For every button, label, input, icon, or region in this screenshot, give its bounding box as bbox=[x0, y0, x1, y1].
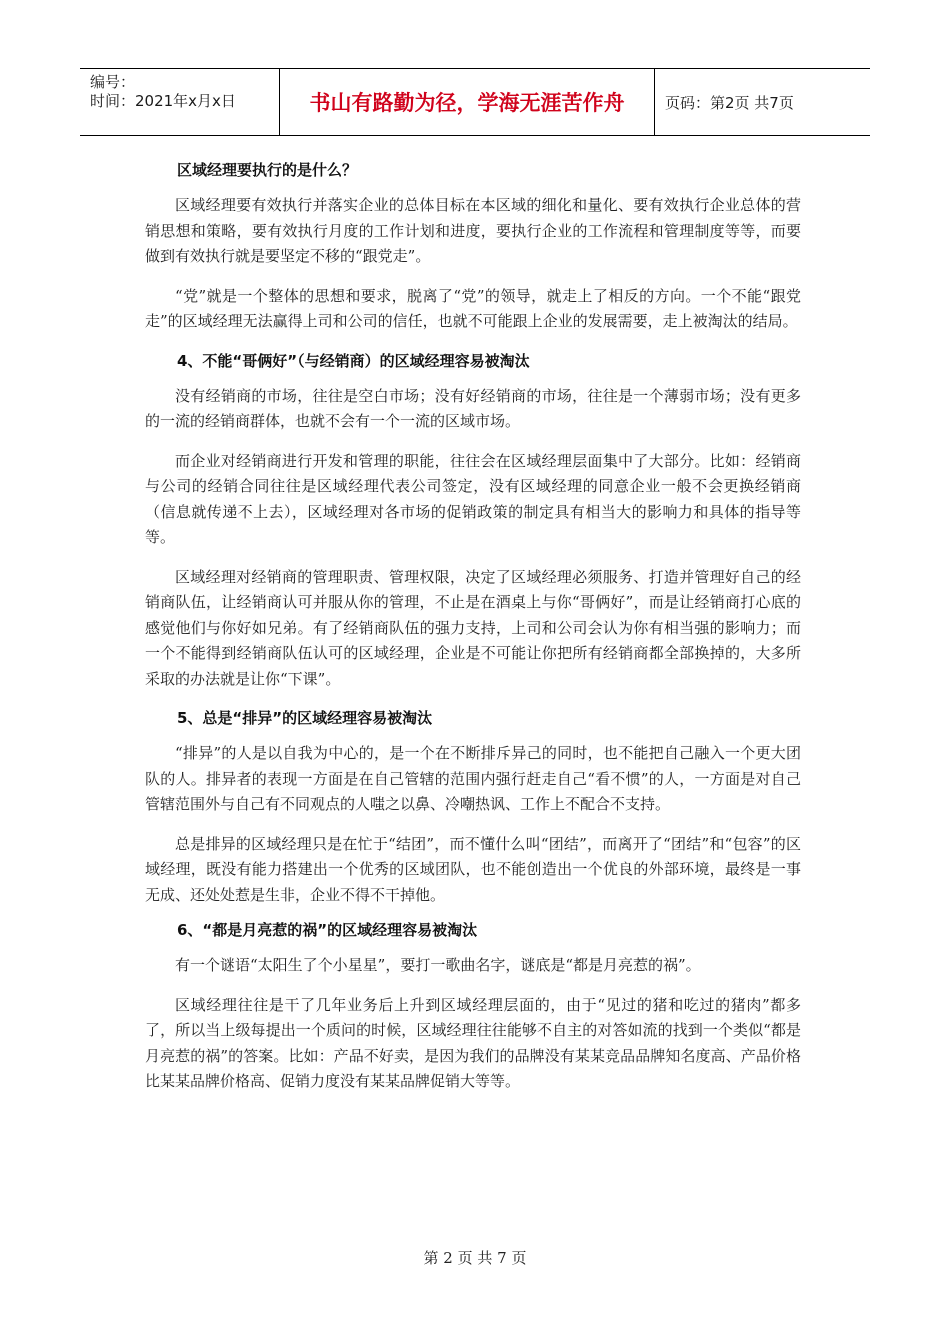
header-motto: 书山有路勤为径，学海无涯苦作舟 bbox=[280, 69, 655, 135]
page-header bbox=[80, 68, 870, 136]
paragraph: “党”就是一个整体的思想和要求，脱离了“党”的领导，就走上了相反的方向。一个不能“跟党走”的区域经理无法赢得上司和公司的信任，也就不可能跟上企业的发展需要，走上被淘汰的结局。 bbox=[145, 286, 801, 330]
header-meta bbox=[80, 69, 280, 135]
paragraph: 有一个谜语“太阳生了个小星星”，要打一歌曲名字，谜底是“都是月亮惹的祸”。 bbox=[175, 956, 701, 974]
document-date: 时间：2021年x月x日 bbox=[90, 92, 236, 110]
header-page-info: 页码：第2页 共7页 bbox=[665, 93, 794, 112]
paragraph: 没有经销商的市场，往往是空白市场；没有好经销商的市场，往往是一个薄弱市场；没有更多的一流的经销商群体，也就不会有一个一流的区域市场。 bbox=[145, 386, 801, 430]
paragraph: 区域经理往往是干了几年业务后上升到区域经理层面的，由于“见过的猪和吃过的猪肉”都多了，所以当上级每提出一个质问的时候，区域经理往往能够不自主的对答如流的找到一个类似“都是月亮惹的祸”的答案。比如：产品不好卖，是因为我们的品牌没有某某竞品品牌知名度高、产品价格比某某品牌价格高、促销力度没有某某品牌促销大等等。 bbox=[145, 995, 801, 1090]
paragraph: 而企业对经销商进行开发和管理的职能，往往会在区域经理层面集中了大部分。比如：经销商与公司的经销合同往往是区域经理代表公司签定，没有区域经理的同意企业一般不会更换经销商（信息就传递不上去），区域经理对各市场的促销政策的制定具有相当大的影响力和具体的指导等等。 bbox=[145, 451, 801, 546]
document-number: 编号： bbox=[90, 73, 136, 91]
section-question-heading: 区域经理要执行的是什么？ bbox=[177, 161, 358, 179]
paragraph: 总是排异的区域经理只是在忙于“结团”，而不懂什么叫“团结”，而离开了“团结”和“包容”的区域经理，既没有能力搭建出一个优秀的区域团队，也不能创造出一个优良的外部环境，最终是一事无成、还处处惹是生非，企业不得不干掉他。 bbox=[145, 834, 801, 904]
document-body bbox=[145, 158, 801, 1095]
section-heading-6: 6、“都是月亮惹的祸”的区域经理容易被淘汰 bbox=[177, 921, 478, 939]
page-footer: 第 2 页 共 7 页 bbox=[423, 1249, 527, 1267]
paragraph: 区域经理要有效执行并落实企业的总体目标在本区域的细化和量化、要有效执行企业总体的营销思想和策略，要有效执行月度的工作计划和进度，要执行企业的工作流程和管理制度等等，而要做到有效执行就是要坚定不移的“跟党走”。 bbox=[145, 196, 801, 265]
section-heading-4: 4、不能“哥俩好”（与经销商）的区域经理容易被淘汰 bbox=[177, 351, 530, 370]
section-heading-5: 5、总是“排异”的区域经理容易被淘汰 bbox=[177, 709, 433, 727]
paragraph: 区域经理对经销商的管理职责、管理权限，决定了区域经理必须服务、打造并管理好自己的经销商队伍，让经销商认可并服从你的管理，不止是在酒桌上与你“哥俩好”，而是让经销商打心底的感觉他们与你好如兄弟。有了经销商队伍的强力支持，上司和公司会认为你有相当强的影响力；而一个不能得到经销商队伍认可的区域经理，企业是不可能让你把所有经销商都全部换掉的，大多所采取的办法就是让你“下课”。 bbox=[145, 567, 801, 688]
paragraph: “排异”的人是以自我为中心的，是一个在不断排斥异己的同时，也不能把自己融入一个更大团队的人。排异者的表现一方面是在自己管辖的范围内强行赶走自己“看不惯”的人，一方面是对自己管辖范围外与自己有不同观点的人嗤之以鼻、冷嘲热讽、工作上不配合不支持。 bbox=[145, 744, 801, 813]
